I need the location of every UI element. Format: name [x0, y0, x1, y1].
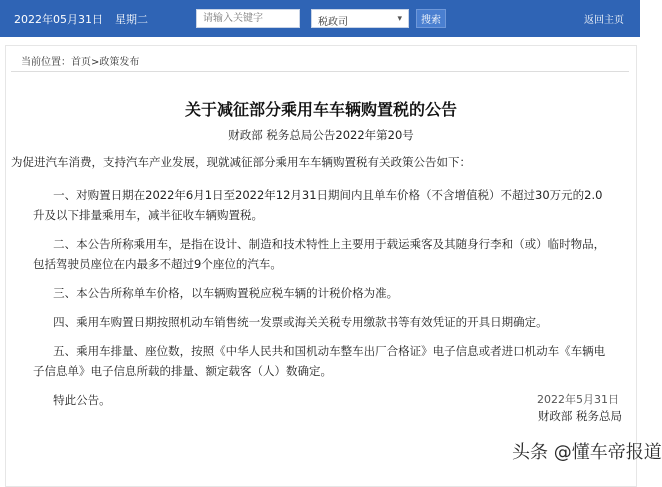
article-date: 2022年5月31日 — [537, 393, 619, 406]
home-link[interactable]: 返回主页 — [584, 15, 624, 26]
breadcrumb-separator: > — [91, 57, 100, 68]
breadcrumb-home-link[interactable]: 首页 — [71, 57, 91, 68]
watermark: 头条 @懂车帝报道 — [512, 442, 662, 463]
breadcrumb-section-link[interactable]: 政策发布 — [99, 57, 140, 68]
article-subtitle: 财政部 税务总局公告2022年第20号 — [228, 128, 414, 142]
article-closing: 特此公告。 — [53, 393, 111, 407]
article-paragraph: 四、乘用车购置日期按照机动车销售统一发票或海关关税专用缴款书等有效凭证的开具日期确定。 — [53, 315, 548, 329]
search-input[interactable] — [196, 9, 300, 28]
date-text: 2022年05月31日 — [14, 13, 103, 26]
article-paragraph: 五、乘用车排量、座位数，按照《中华人民共和国机动车整车出厂合格证》电子信息或者进口机动车《车辆电子信息单》电子信息所载的排量、额定载客（人）数确定。 — [33, 344, 606, 378]
content-panel — [5, 45, 637, 487]
search-button[interactable]: 搜索 — [416, 9, 446, 28]
divider — [11, 71, 629, 72]
breadcrumb — [21, 53, 139, 68]
article-body — [11, 152, 613, 419]
article-paragraph: 三、本公告所称单车价格，以车辆购置税应税车辆的计税价格为准。 — [53, 286, 399, 300]
article-paragraph: 一、对购置日期在2022年6月1日至2022年12月31日期间内且单车价格（不含增值税）不超过30万元的2.0升及以下排量乘用车，减半征收车辆购置税。 — [33, 188, 603, 222]
breadcrumb-label: 当前位置： — [21, 57, 71, 68]
article-intro: 为促进汽车消费，支持汽车产业发展，现就减征部分乘用车车辆购置税有关政策公告如下： — [11, 155, 471, 169]
department-value: 税政司 — [318, 17, 348, 28]
weekday-text: 星期二 — [115, 13, 148, 26]
header-date — [14, 11, 148, 27]
article-title: 关于减征部分乘用车车辆购置税的公告 — [184, 100, 457, 119]
top-bar — [0, 0, 640, 37]
chevron-down-icon: ▾ — [397, 14, 402, 24]
article-signature: 财政部 税务总局 — [537, 409, 622, 423]
article-paragraph: 二、本公告所称乘用车，是指在设计、制造和技术特性上主要用于载运乘客及其随身行李和（或）临时物品，包括驾驶员座位在内最多不超过9个座位的汽车。 — [33, 237, 606, 271]
department-select[interactable] — [311, 9, 409, 28]
